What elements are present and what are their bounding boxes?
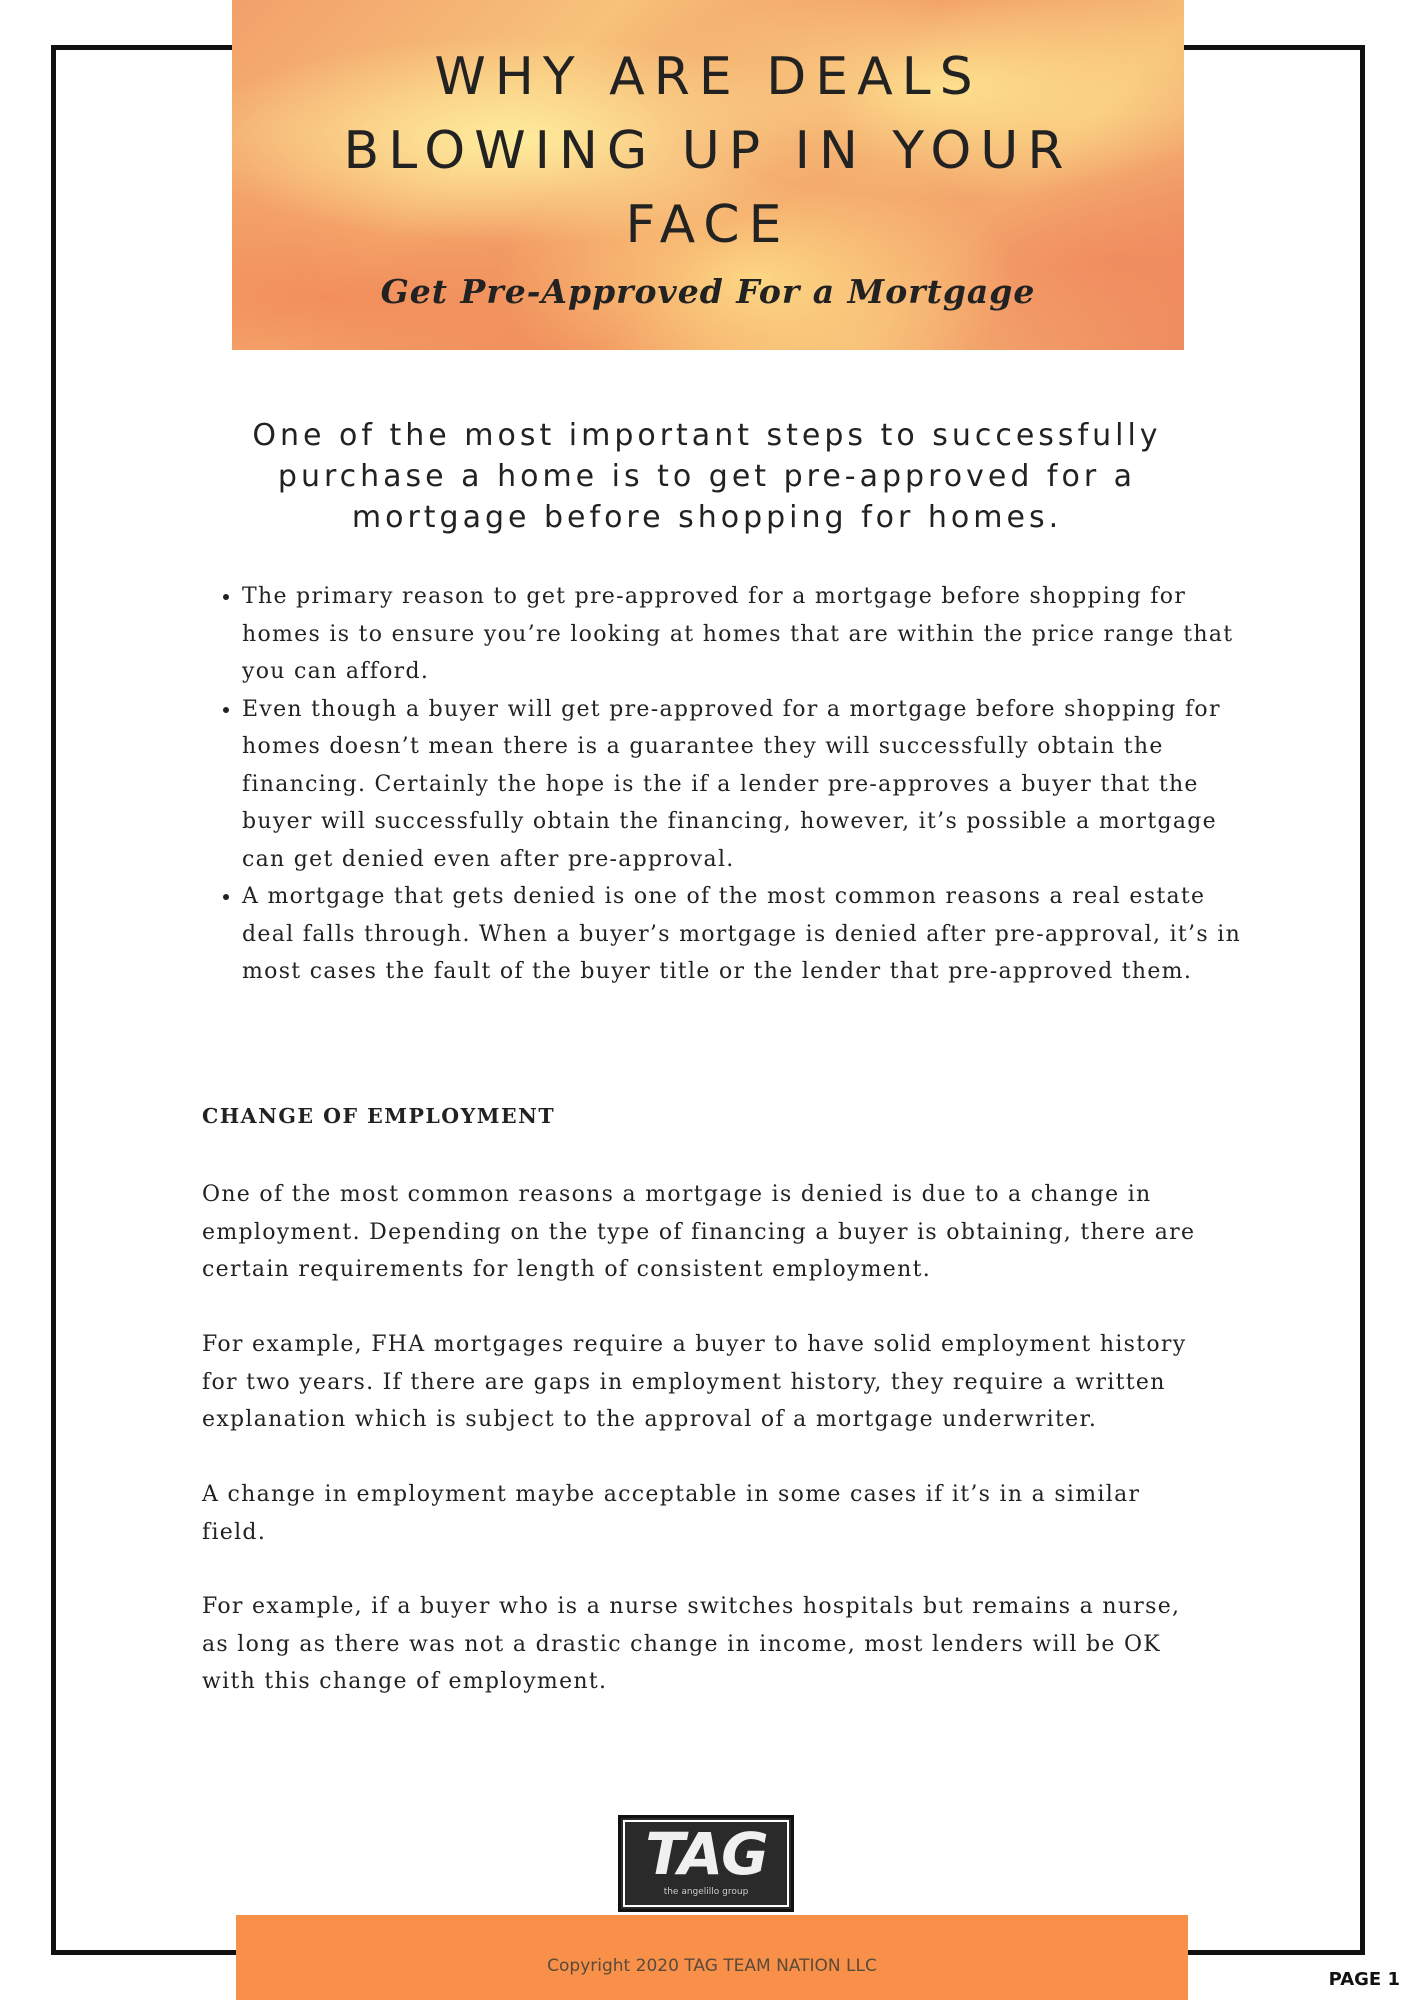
paragraph: A change in employment maybe acceptable in some cases if it’s in a similar field. [202, 1482, 1141, 1545]
page-subtitle: Get Pre-Approved For a Mortgage [380, 272, 1036, 311]
paragraph: For example, FHA mortgages require a buyer to have solid employment history for two years. If there are gaps in employment history, they require a written explanation which is subject to the approval of a mortgage underwriter. [202, 1332, 1187, 1432]
intro-statement: One of the most important steps to successfully purchase a home is to get pre-approved for a mortgage before shopping for homes. [252, 418, 1162, 535]
logo-tagline: the angelillo group [663, 1887, 749, 1897]
list-item: • Even though a buyer will get pre-approved for a mortgage before shopping for homes doesn’t mean there is a guarantee they will successfully obtain the financing. Certainly the hope is the if a lender pre-approves a buyer that the buyer will successfully obtain the financing, however, it’s possible a mortgage can get denied even after pre-approval. [242, 691, 1252, 879]
list-item: • A mortgage that gets denied is one of the most common reasons a real estate deal falls through. When a buyer’s mortgage is denied after pre-approval, it’s in most cases the fault of the buyer title or the lender that pre-approved them. [242, 878, 1252, 991]
footer-bar [236, 1915, 1188, 2000]
header-banner [232, 0, 1184, 350]
paragraph: For example, if a buyer who is a nurse switches hospitals but remains a nurse, as long as there was not a drastic change in income, most lenders will be OK with this change of employment. [202, 1594, 1181, 1694]
list-item: • The primary reason to get pre-approved for a mortgage before shopping for homes is to ensure you’re looking at homes that are within the price range that you can afford. [242, 578, 1252, 691]
paragraph: One of the most common reasons a mortgage is denied is due to a change in employment. Depending on the type of financing a buyer is obtaining, there are certain requirements for length of consistent employment. [202, 1182, 1196, 1282]
reasons-list [202, 578, 1252, 991]
copyright-text: Copyright 2020 TAG TEAM NATION LLC [547, 1956, 877, 1976]
company-logo [618, 1815, 794, 1912]
logo-mark: TAG [645, 1820, 767, 1888]
page-title: WHY ARE DEALS BLOWING UP IN YOUR FACE [343, 47, 1073, 255]
section-heading: CHANGE OF EMPLOYMENT [202, 1104, 556, 1128]
page-number: PAGE 1 [1328, 1969, 1400, 1990]
